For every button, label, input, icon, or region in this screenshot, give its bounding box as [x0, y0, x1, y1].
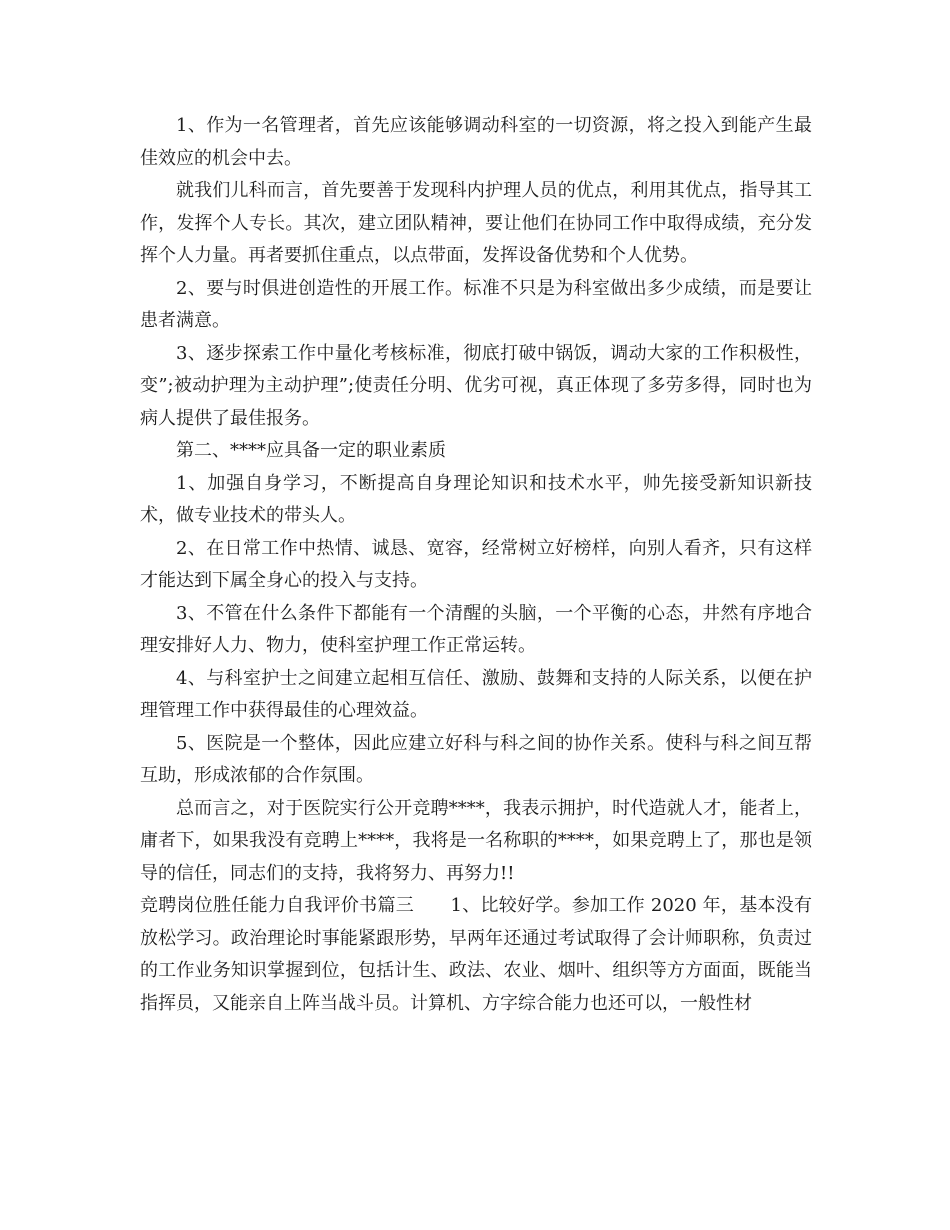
document-body [140, 110, 812, 1020]
paragraph-4: 3、逐步探索工作中量化考核标准，彻底打破中锅饭，调动大家的工作积极性，变”;被动护理为主动护理”;使责任分明、优劣可视，真正体现了多劳多得，同时也为病人提供了最佳报务。 [140, 342, 812, 429]
paragraph-9: 4、与科室护士之间建立起相互信任、激励、鼓舞和支持的人际关系，以便在护理管理工作中获得最佳的心理效益。 [140, 667, 812, 721]
paragraph-12: 竞聘岗位胜任能力自我评价书篇三 1、比较好学。参加工作 2020 年，基本没有放松学习。政治理论时事能紧跟形势，早两年还通过考试取得了会计师职称，负责过的工作业务知识掌握到位，包括计生、政法、农业、烟叶、组织等方方面面，既能当指挥员，又能亲自上阵当战斗员。计算机、方字综合能力也还可以，一般性材 [140, 895, 812, 1014]
paragraph-3: 2、要与时俱进创造性的开展工作。标准不只是为科室做出多少成绩，而是要让患者满意。 [140, 277, 812, 331]
paragraph-2: 就我们儿科而言，首先要善于发现科内护理人员的优点，利用其优点，指导其工作，发挥个人专长。其次，建立团队精神，要让他们在协同工作中取得成绩，充分发挥个人力量。再者要抓住重点，以点带面，发挥设备优势和个人优势。 [140, 180, 812, 266]
paragraph-11: 总而言之，对于医院实行公开竞聘****，我表示拥护，时代造就人才，能者上，庸者下，如果我没有竞聘上****，我将是一名称职的****，如果竞聘上了，那也是领导的信任，同志们的支持，我将努力、再努力!! [140, 797, 812, 884]
paragraph-6: 1、加强自身学习，不断提高自身理论知识和技术水平，帅先接受新知识新技术，做专业技术的带头人。 [140, 472, 812, 526]
paragraph-8: 3、不管在什么条件下都能有一个清醒的头脑，一个平衡的心态，井然有序地合理安排好人力、物力，使科室护理工作正常运转。 [140, 602, 812, 656]
paragraph-1: 1、作为一名管理者，首先应该能够调动科室的一切资源，将之投入到能产生最佳效应的机会中去。 [140, 115, 812, 169]
paragraph-10: 5、医院是一个整体，因此应建立好科与科之间的协作关系。使科与科之间互帮互助，形成浓郁的合作氛围。 [140, 732, 812, 786]
paragraph-7: 2、在日常工作中热情、诚恳、宽容，经常树立好榜样，向别人看齐，只有这样才能达到下属全身心的投入与支持。 [140, 537, 812, 591]
section-heading: 第二、****应具备一定的职业素质 [176, 440, 446, 461]
